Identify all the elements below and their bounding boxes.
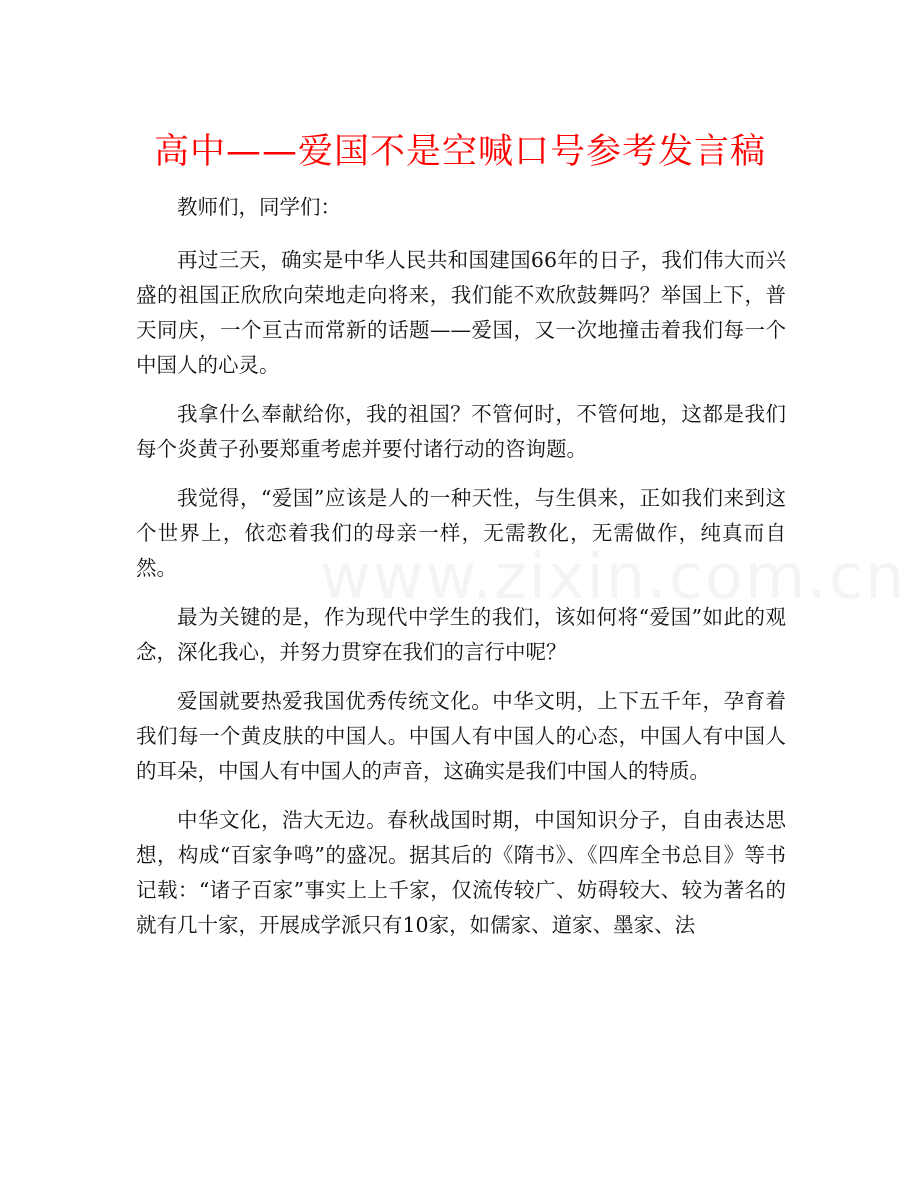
greeting-paragraph: 教师们，同学们： (177, 195, 341, 219)
body-paragraph: 爱国就要热爱我国优秀传统文化。中华文明，上下五千年，孕育着我们每一个黄皮肤的中国人。中国人有中国人的心态，中国人有中国人的耳朵，中国人有中国人的声音，这确实是我们中国人的特质。 (136, 689, 786, 783)
body-paragraph: 中华文化，浩大无边。春秋战国时期，中国知识分子，自由表达思想，构成“百家争鸣”的盛况。据其后的《隋书》、《四库全书总目》等书记载：“诸子百家”事实上上千家，仅流传较广、妨碍较大、较为著名的就有几十家，开展成学派只有10家，如儒家、道家、墨家、法 (136, 808, 786, 937)
document-body (136, 186, 786, 943)
body-paragraph: 我觉得，“爱国”应该是人的一种天性，与生俱来，正如我们来到这个世界上，依恋着我们的母亲一样，无需教化，无需做作，纯真而自然。 (136, 486, 786, 580)
body-paragraph: 再过三天，确实是中华人民共和国建国66年的日子，我们伟大而兴盛的祖国正欣欣向荣地走向将来，我们能不欢欣鼓舞吗？举国上下，普天同庆，一个亘古而常新的话题——爱国，又一次地撞击着我们每一个中国人的心灵。 (136, 248, 786, 377)
body-paragraph: 最为关键的是，作为现代中学生的我们，该如何将“爱国”如此的观念，深化我心，并努力贯穿在我们的言行中呢？ (136, 605, 786, 664)
document-title: 高中——爱国不是空喊口号参考发言稿 (153, 132, 766, 172)
body-paragraph: 我拿什么奉献给你，我的祖国？不管何时，不管何地，这都是我们每个炎黄子孙要郑重考虑并要付诸行动的咨询题。 (136, 402, 786, 461)
